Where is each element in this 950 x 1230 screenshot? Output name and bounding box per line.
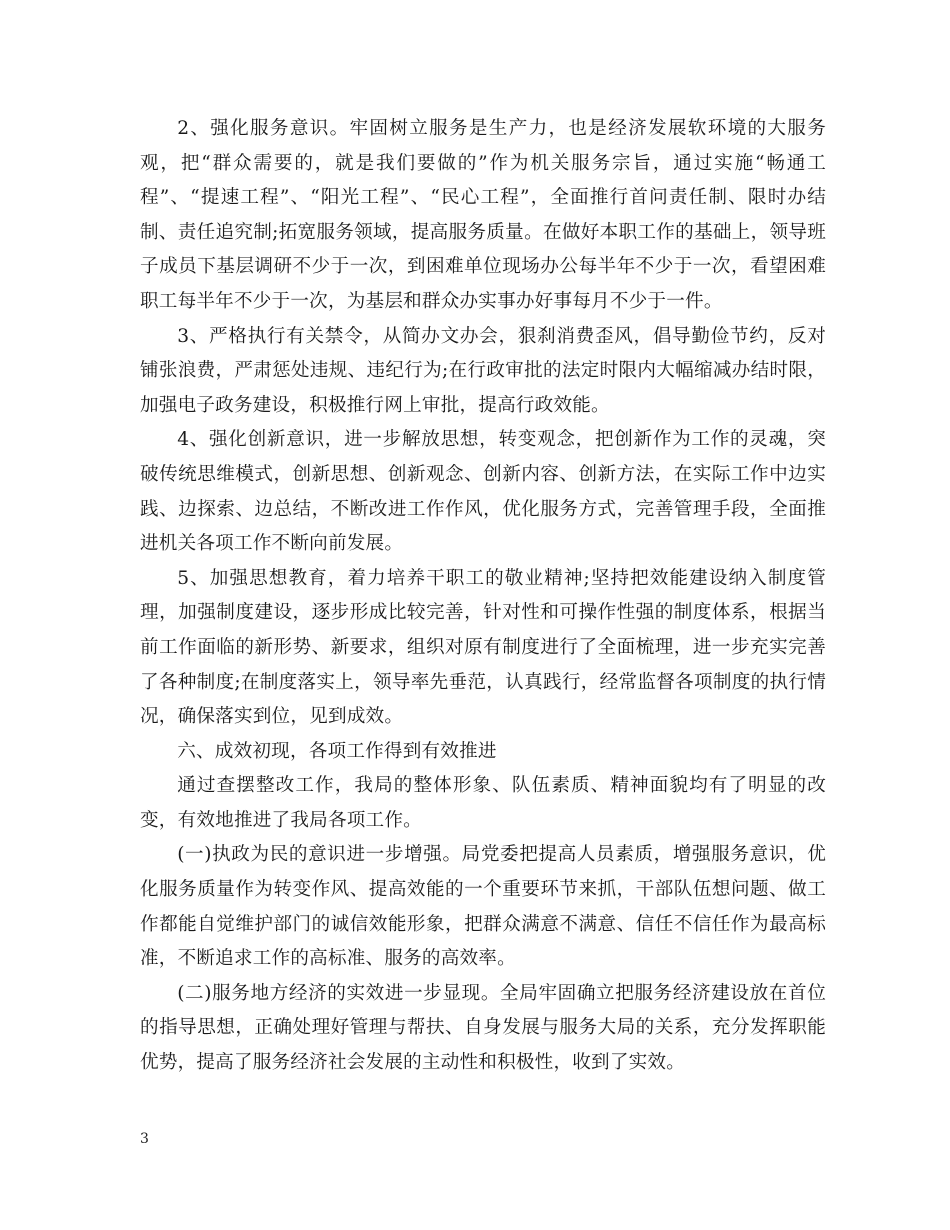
paragraph-service-awareness: 2、强化服务意识。牢固树立服务是生产力，也是经济发展软环境的大服务观，把“群众需要的，就是我们要做的”作为机关服务宗旨，通过实施“畅通工程”、“提速工程”、“阳光工程”、“民心工程”，全面推行首问责任制、限时办结制、责任追究制;拓宽服务领域，提高服务质量。在做好本职工作的基础上，领导班子成员下基层调研不少于一次，到困难单位现场办公每半年不少于一次，看望困难职工每半年不少于一次，为基层和群众办实事办好事每月不少于一件。 [140, 118, 826, 312]
paragraph-local-economy: (二)服务地方经济的实效进一步显现。全局牢固确立把服务经济建设放在首位的指导思想，正确处理好管理与帮扶、自身发展与服务大局的关系，充分发挥职能优势，提高了服务经济社会发展的主动性和积极性，收到了实效。 [140, 982, 826, 1074]
paragraph-results-intro: 通过查摆整改工作，我局的整体形象、队伍素质、精神面貌均有了明显的改变，有效地推进了我局各项工作。 [140, 775, 826, 831]
paragraph-prohibitions: 3、严格执行有关禁令，从简办文办会，狠刹消费歪风，倡导勤俭节约，反对铺张浪费，严肃惩处违规、违纪行为;在行政审批的法定时限内大幅缩减办结时限，加强电子政务建设，积极推行网上审批，提高行政效能。 [140, 325, 826, 416]
paragraph-people-awareness: (一)执政为民的意识进一步增强。局党委把提高人员素质，增强服务意识，优化服务质量作为转变作风、提高效能的一个重要环节来抓，干部队伍想问题、做工作都能自觉维护部门的诚信效能形象，把群众满意不满意、信任不信任作为最高标准，不断追求工作的高标准、服务的高效率。 [140, 844, 826, 970]
paragraph-innovation: 4、强化创新意识，进一步解放思想，转变观念，把创新作为工作的灵魂，突破传统思维模式，创新思想、创新观念、创新内容、创新方法，在实际工作中边实践、边探索、边总结，不断改进工作作风，优化服务方式，完善管理手段，全面推进机关各项工作不断向前发展。 [140, 429, 826, 555]
paragraph-ideological-education: 5、加强思想教育，着力培养干职工的敬业精神;坚持把效能建设纳入制度管理，加强制度建设，逐步形成比较完善，针对性和可操作性强的制度体系，根据当前工作面临的新形势、新要求，组织对原有制度进行了全面梳理，进一步充实完善了各种制度;在制度落实上，领导率先垂范，认真践行，经常监督各项制度的执行情况，确保落实到位，见到成效。 [140, 567, 826, 728]
section-heading-results: 六、成效初现，各项工作得到有效推进 [177, 740, 497, 762]
page-number: 3 [140, 1131, 149, 1147]
document-body [140, 112, 826, 1081]
